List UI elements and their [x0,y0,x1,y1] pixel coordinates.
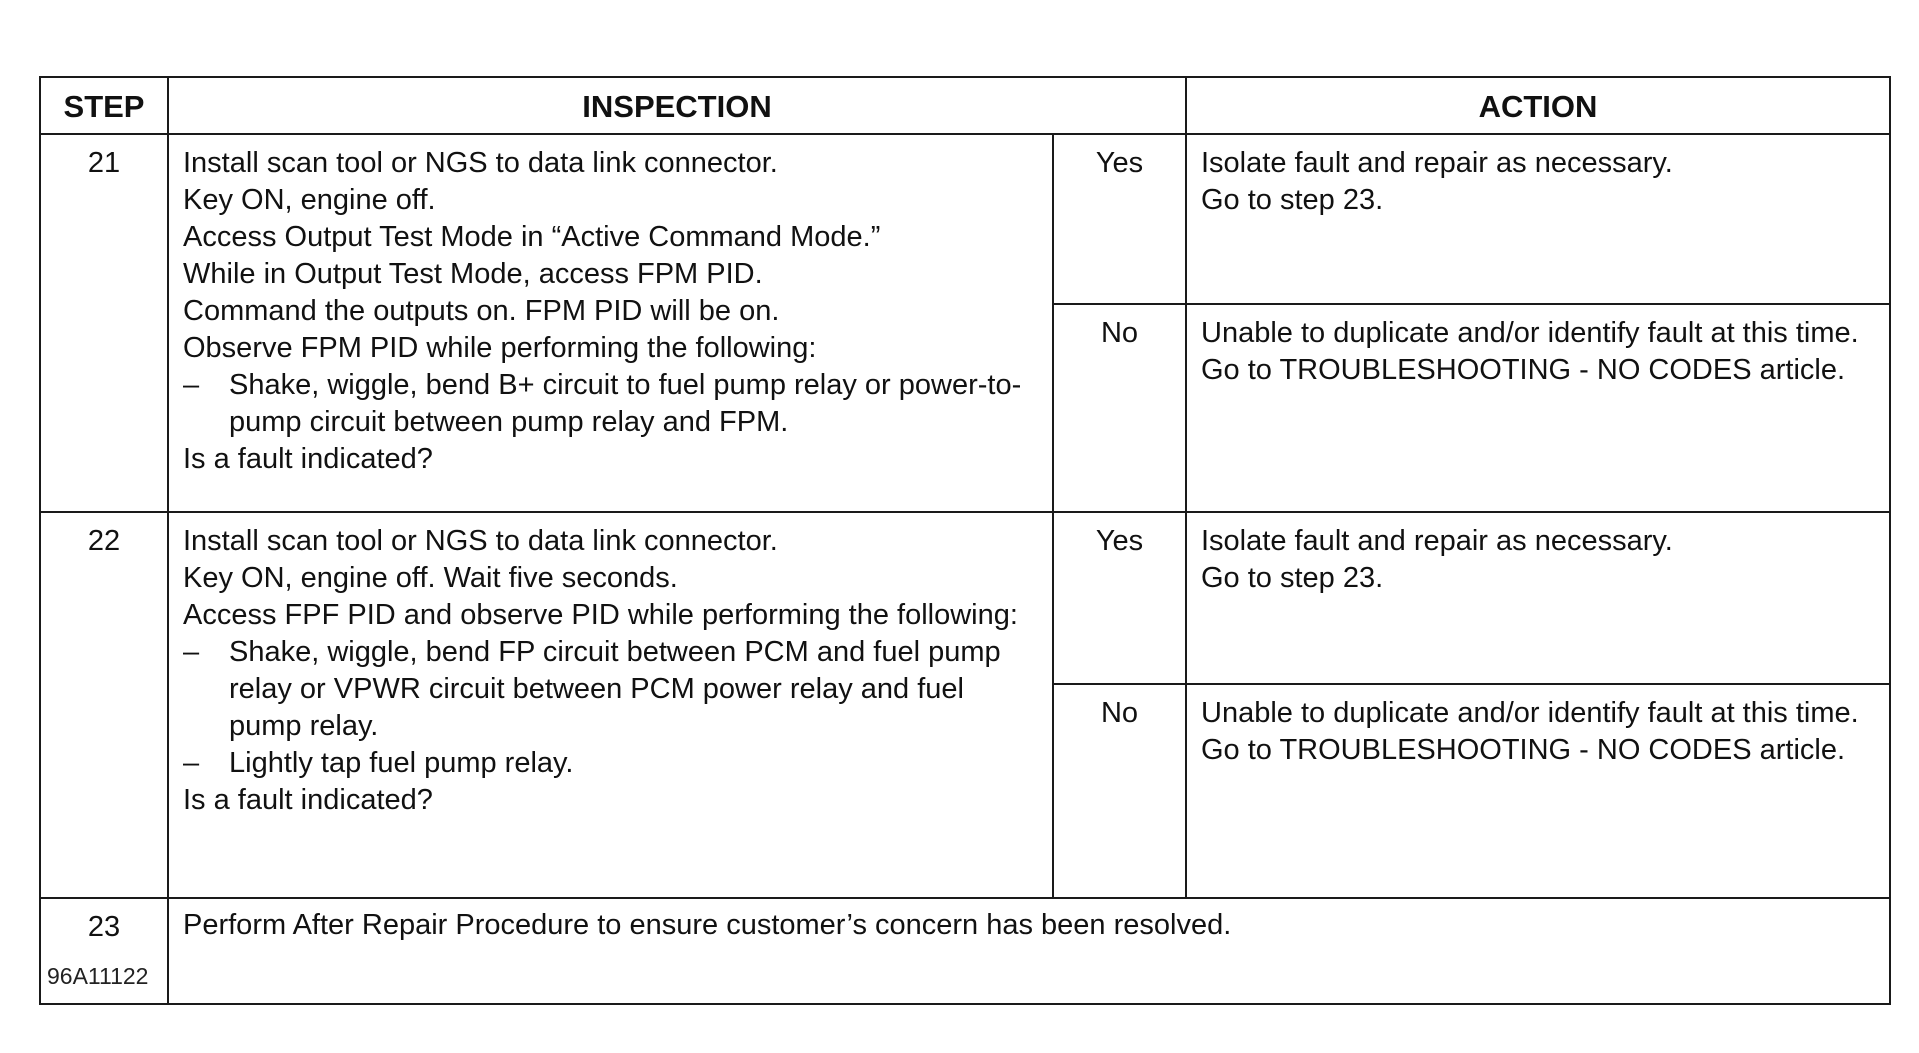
step-number: 22 [40,512,168,898]
inspection-bullet: – Lightly tap fuel pump relay. [183,745,1042,782]
yes-action [1186,512,1890,684]
step-number: 21 [40,134,168,512]
step-number: 23 [40,898,168,1004]
header-row [40,77,1890,134]
step-23-row [40,898,1890,1004]
no-action: Unable to duplicate and/or identify fault at this time. Go to TROUBLESHOOTING - NO CODES article. [1186,304,1890,512]
header-step: STEP [40,77,168,134]
inspection-line: Install scan tool or NGS to data link connector. [183,525,778,557]
bullet-dash: – [183,369,200,401]
no-action: Unable to duplicate and/or identify fault at this time. Go to TROUBLESHOOTING - NO CODES article. [1186,684,1890,898]
step-21-yes-row [40,134,1890,304]
action-line: Isolate fault and repair as necessary. [1201,147,1673,179]
inspection-line: Command the outputs on. FPM PID will be on. [183,295,780,327]
inspection-line: Key ON, engine off. [183,184,436,216]
inspection-line: Key ON, engine off. Wait five seconds. [183,562,678,594]
inspection-line: Access Output Test Mode in “Active Command Mode.” [183,221,881,253]
header-inspection: INSPECTION [168,77,1186,134]
bullet-dash: – [183,747,200,779]
inspection-line: Install scan tool or NGS to data link connector. [183,147,778,179]
action-line: Isolate fault and repair as necessary. [1201,525,1673,557]
step-23-text: Perform After Repair Procedure to ensure customer’s concern has been resolved. [168,898,1890,1004]
yes-action [1186,134,1890,304]
inspection-question: Is a fault indicated? [183,443,433,475]
yes-label: Yes [1053,134,1186,304]
no-label: No [1053,304,1186,512]
inspection-question: Is a fault indicated? [183,784,433,816]
inspection-line: Observe FPM PID while performing the following: [183,332,817,364]
bullet-dash: – [183,636,200,668]
diagnostic-table [39,76,1891,1005]
step-21-inspection [168,134,1053,512]
inspection-bullet: – Shake, wiggle, bend B+ circuit to fuel pump relay or power-to-pump circuit between pump relay and FPM. [183,369,1022,438]
figure-id: 96A11122 [47,963,149,989]
step-22-yes-row [40,512,1890,684]
header-action: ACTION [1186,77,1890,134]
yes-label: Yes [1053,512,1186,684]
inspection-bullet: – Shake, wiggle, bend FP circuit between PCM and fuel pump relay or VPWR circuit between PCM power relay and fuel pump relay. [183,636,1001,742]
inspection-line: Access FPF PID and observe PID while performing the following: [183,599,1018,631]
inspection-line: While in Output Test Mode, access FPM PID. [183,258,763,290]
action-line: Go to step 23. [1201,184,1384,216]
step-22-inspection [168,512,1053,898]
no-label: No [1053,684,1186,898]
action-line: Go to step 23. [1201,562,1384,594]
